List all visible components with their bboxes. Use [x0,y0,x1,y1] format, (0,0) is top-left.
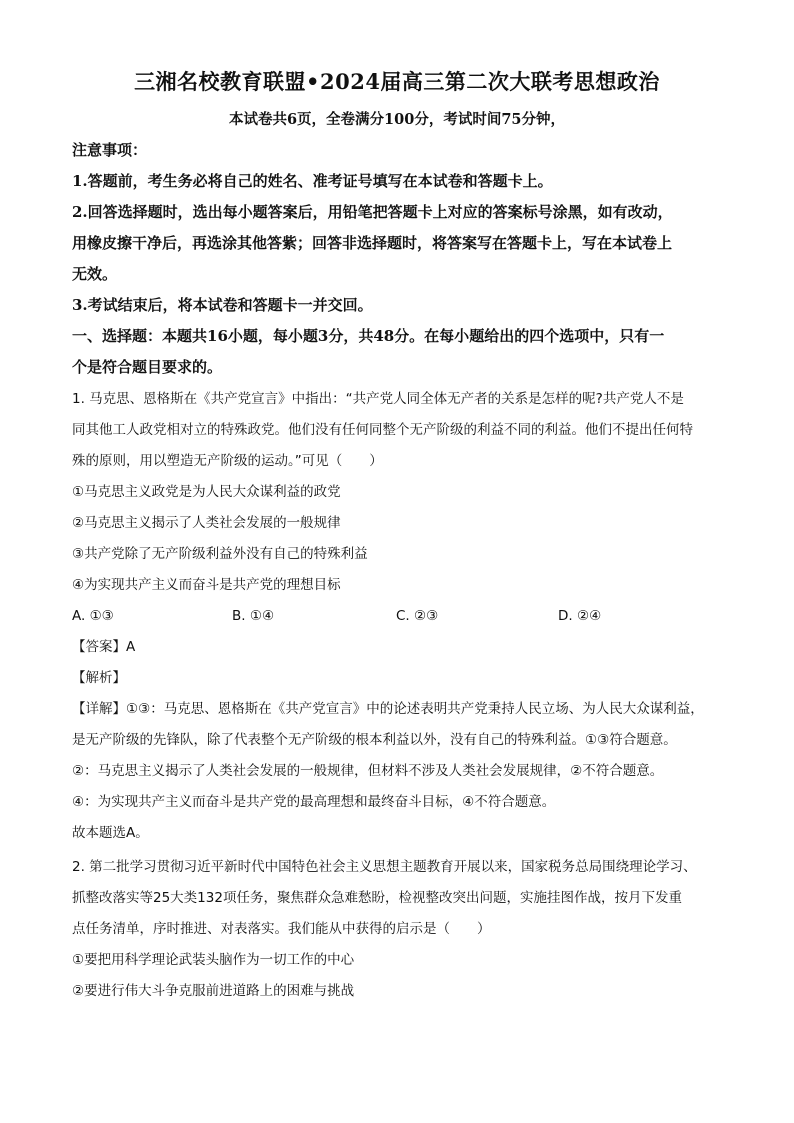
notice-heading: 注意事项： [72,141,148,159]
q1-analysis-heading: 【解析】 [72,670,126,686]
notice-section [72,135,722,383]
q1-detail-line-1: 【详解】①③：马克思、恩格斯在《共产党宣言》中的论述表明共产党秉持人民立场、为人民大众谋利益， [72,701,704,717]
q1-choice-c: C. ②③ [396,608,439,624]
q1-conclusion: 故本题选A。 [72,825,149,841]
q1-choice-b: B. ①④ [232,608,275,624]
notice-item-1: 1.答题前，考生务必将自己的姓名、准考证号填写在本试卷和答题卡上。 [72,172,553,190]
question-2 [72,852,722,1007]
q2-stem-line-2: 抓整改落实等25大类132项任务，聚焦群众急难愁盼，检视整改突出问题，实施挂图作战，按月下发重 [72,890,682,906]
q1-detail-line-4: ④：为实现共产主义而奋斗是共产党的最高理想和最终奋斗目标，④不符合题意。 [72,794,556,810]
notice-item-2-line-2: 用橡皮擦干净后，再选涂其他答紫；回答非选择题时，将答案写在答题卡上，写在本试卷上 [72,234,673,252]
q2-stem-line-1: 2. 第二批学习贯彻习近平新时代中国特色社会主义思想主题教育开展以来，国家税务总局围绕理论学习、 [72,859,697,875]
section-1-heading-line-2: 个是符合题目要求的。 [72,358,223,376]
q1-stem-line-1: 1. 马克思、恩格斯在《共产党宣言》中指出：“共产党人同全体无产者的关系是怎样的呢?共产党人不是 [72,391,684,407]
q2-option-1: ①要把用科学理论武装头脑作为一切工作的中心 [72,952,355,968]
q1-option-3: ③共产党除了无产阶级利益外没有自己的特殊利益 [72,546,368,562]
notice-item-2-line-3: 无效。 [72,265,118,283]
q1-choice-a: A. ①③ [72,608,114,624]
q2-option-2: ②要进行伟大斗争克服前进道路上的困难与挑战 [72,983,355,999]
q1-choices [72,601,722,632]
page-title: 三湘名校教育联盟•2024届高三第二次大联考思想政治 [134,69,660,94]
section-1-heading-line-1: 一、选择题：本题共16小题，每小题3分，共48分。在每小题给出的四个选项中，只有一 [72,327,665,345]
q1-option-2: ②马克思主义揭示了人类社会发展的一般规律 [72,515,341,531]
q1-detail-line-2: 是无产阶级的先锋队，除了代表整个无产阶级的根本利益以外，没有自己的特殊利益。①③符合题意。 [72,732,677,748]
q1-stem-line-2: 同其他工人政党相对立的特殊政党。他们没有任何同整个无产阶级的利益不同的利益。他们不提出任何特 [72,422,693,438]
q2-stem-line-3: 点任务清单，序时推进、对表落实。我们能从中获得的启示是（ ） [72,921,491,937]
question-1 [72,384,722,849]
q1-option-1: ①马克思主义政党是为人民大众谋利益的政党 [72,484,341,500]
q1-detail-line-3: ②：马克思主义揭示了人类社会发展的一般规律，但材料不涉及人类社会发展规律，②不符合题意。 [72,763,664,779]
notice-item-3: 3.考试结束后，将本试卷和答题卡一并交回。 [72,296,373,314]
q1-option-4: ④为实现共产主义而奋斗是共产党的理想目标 [72,577,341,593]
q1-answer: 【答案】A [72,639,136,655]
notice-item-2-line-1: 2.回答选择题时，选出每小题答案后，用铅笔把答题卡上对应的答案标号涂黑，如有改动， [72,203,673,221]
q1-stem-line-3: 殊的原则，用以塑造无产阶级的运动。”可见（ ） [72,453,383,469]
page-subtitle: 本试卷共6页，全卷满分100分，考试时间75分钟， [228,111,566,128]
q1-choice-d: D. ②④ [558,608,602,624]
